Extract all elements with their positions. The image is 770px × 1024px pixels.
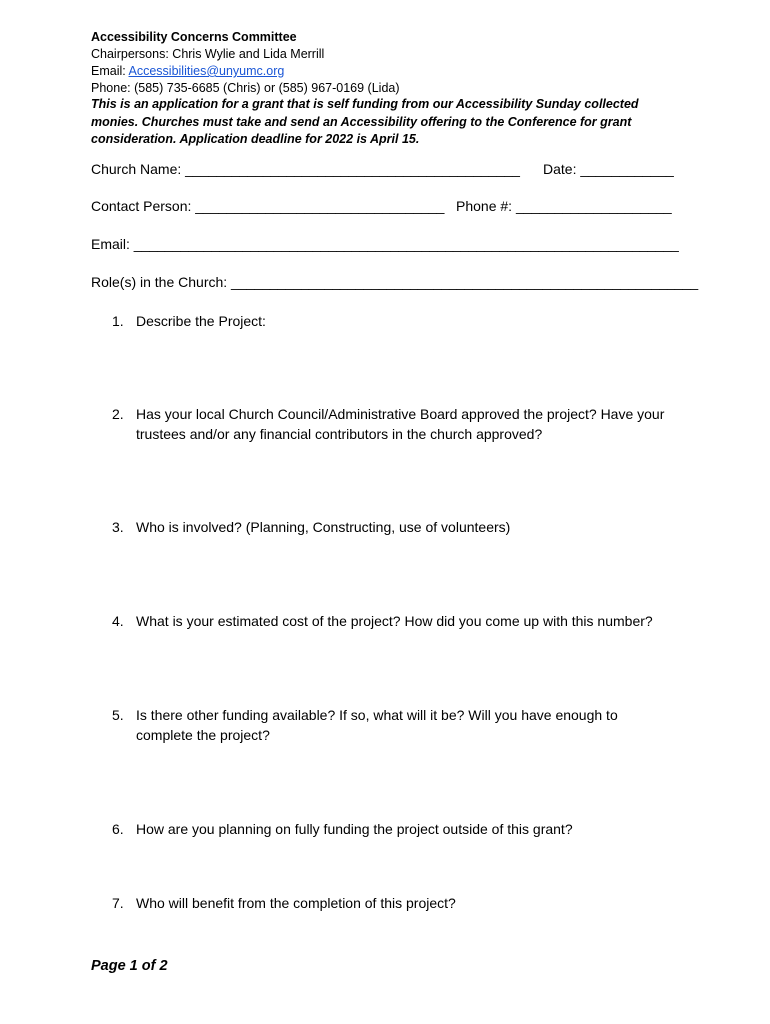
question-number: 2.	[112, 406, 124, 422]
committee-title: Accessibility Concerns Committee	[91, 30, 297, 44]
question-6	[112, 820, 672, 840]
question-4	[112, 612, 672, 632]
question-number: 1.	[112, 313, 124, 329]
phone-line: Phone: (585) 735-6685 (Chris) or (585) 967-0169 (Lida)	[91, 81, 400, 95]
question-number: 6.	[112, 821, 124, 837]
question-5	[112, 706, 672, 745]
email-link[interactable]: Accessibilities@unyumc.org	[128, 64, 285, 78]
email-label: Email:	[91, 64, 129, 78]
question-text: Is there other funding available? If so, what will it be? Will you have enough to complete the project?	[136, 707, 618, 743]
question-number: 4.	[112, 613, 124, 629]
question-7	[112, 894, 672, 914]
roles-field[interactable]: Role(s) in the Church: ____________________________________________________________	[91, 274, 699, 290]
email-field[interactable]: Email: ______________________________________________________________________	[91, 236, 679, 252]
church-name-field[interactable]: Church Name: ___________________________________________	[91, 161, 520, 177]
question-1	[112, 312, 672, 332]
email-line	[91, 63, 284, 80]
question-text: Who will benefit from the completion of this project?	[136, 895, 456, 911]
date-field[interactable]: Date: ____________	[543, 161, 674, 177]
question-3	[112, 518, 672, 538]
question-text: Who is involved? (Planning, Constructing, use of volunteers)	[136, 519, 511, 535]
question-number: 7.	[112, 895, 124, 911]
grant-notice: This is an application for a grant that is self funding from our Accessibility Sunday collected monies. Churches must take and send an Accessibility offering to the Conference for grant consideration. Application deadline for 2022 is April 15.	[91, 97, 639, 146]
question-text: How are you planning on fully funding the project outside of this grant?	[136, 821, 573, 837]
question-number: 5.	[112, 707, 124, 723]
question-text: Has your local Church Council/Administrative Board approved the project? Have your trustees and/or any financial contributors in the church approved?	[136, 406, 665, 442]
question-number: 3.	[112, 519, 124, 535]
contact-person-field[interactable]: Contact Person: ________________________________	[91, 198, 445, 214]
phone-field[interactable]: Phone #: ____________________	[456, 198, 672, 214]
question-2	[112, 405, 672, 444]
chairpersons: Chairpersons: Chris Wylie and Lida Merrill	[91, 47, 325, 61]
question-text: Describe the Project:	[136, 313, 266, 329]
page-indicator: Page 1 of 2	[91, 958, 168, 974]
question-text: What is your estimated cost of the project? How did you come up with this number?	[136, 613, 653, 629]
